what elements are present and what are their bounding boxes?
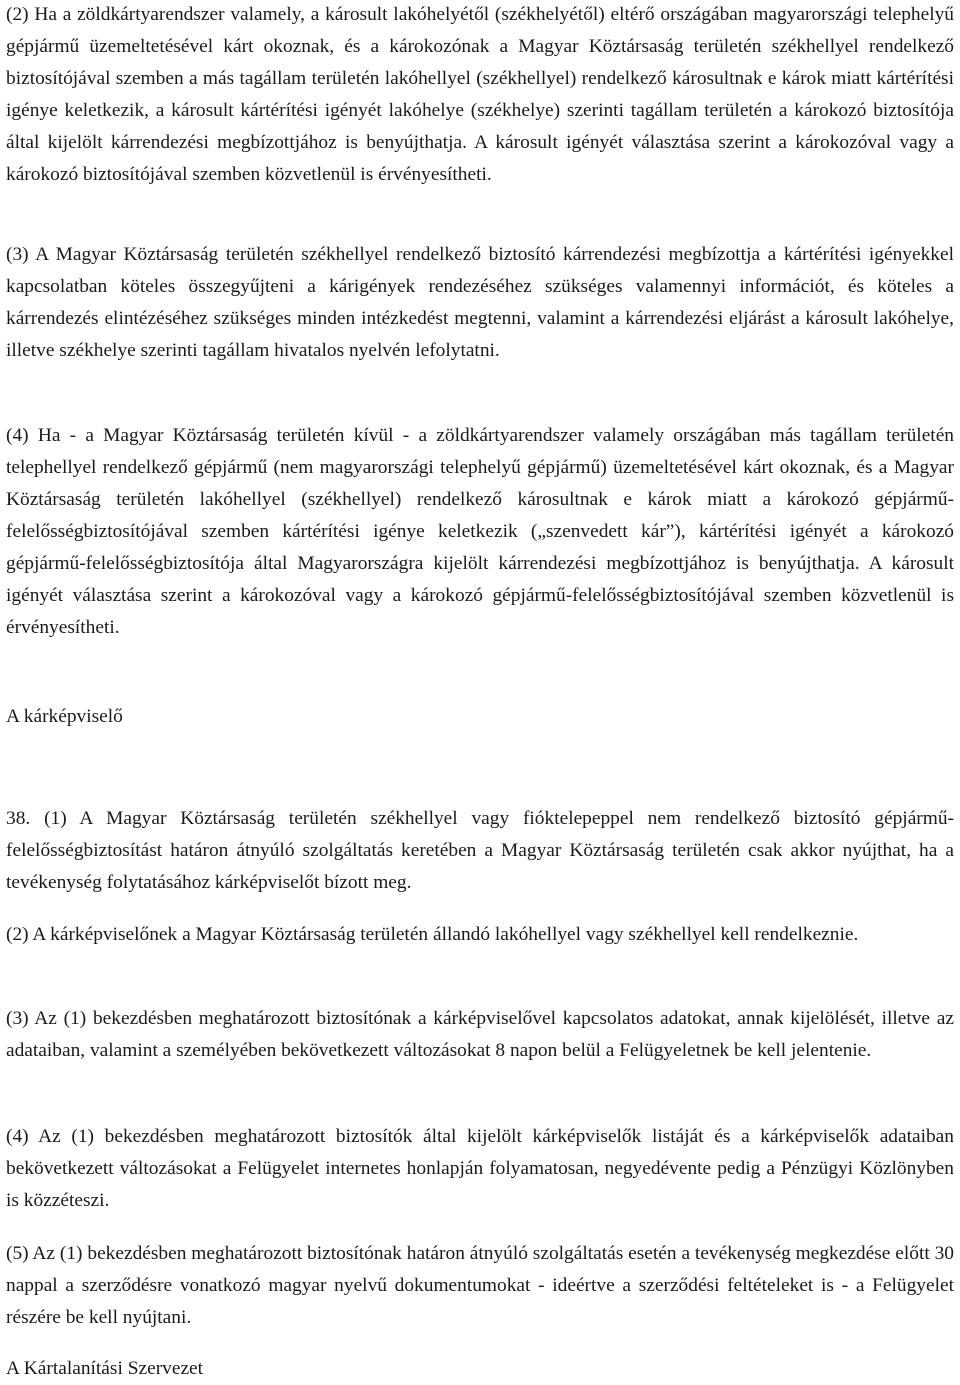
paragraph-text: (2) Ha a zöldkártyarendszer valamely, a károsult lakóhelyétől (székhelyétől) eltérő országában magyarországi telephelyű gépjármű üzemeltetésével kárt okoznak, és a károkozónak a Magyar Köztársaság területén székhellyel rendelkező biztosítójával szemben a más tagállam területén lakóhellyel (székhellyel) rendelkező károsultnak e károk miatt kártérítési igénye keletkezik, a károsult kártérítési igényét lakóhelye (székhelye) szerinti tagállam területén a károkozó biztosítója által kijelölt kárrendezési megbízottjához is benyújthatja. A károsult igényét választása szerint a károkozóval vagy a károkozó biztosítójával szemben közvetlenül is érvényesítheti. (6, 4, 954, 185)
paragraph-text: (4) Az (1) bekezdésben meghatározott biztosítók által kijelölt kárképviselők listáját és a kárképviselők adataiban bekövetkezett változásokat a Felügyelet internetes honlapján folyamatosan, negyedévente pedig a Pénzügyi Közlönyben is közzéteszi. (6, 1126, 954, 1211)
paragraph-text: (5) Az (1) bekezdésben meghatározott biztosítónak határon átnyúló szolgáltatás esetén a tevékenység megkezdése előtt 30 nappal a szerződésre vonatkozó magyar nyelvű dokumentumokat - ideértve a szerződési feltételeket is - a Felügyelet részére be kell nyújtani. (6, 1243, 954, 1328)
paragraph-2 (6, 0, 954, 191)
section-number: 38. (6, 808, 31, 829)
paragraph-text: (3) Az (1) bekezdésben meghatározott biztosítónak a kárképviselővel kapcsolatos adatokat, annak kijelölését, illetve az adataiban, valamint a személyében bekövetkezett változásokat 8 napon belül a Felügyeletnek be kell jelentenie. (6, 1008, 954, 1061)
paragraph-text: (2) A kárképviselőnek a Magyar Köztársaság területén állandó lakóhellyel vagy székhellyel kell rendelkeznie. (6, 924, 859, 945)
section-heading-text: A Kártalanítási Szervezet (6, 1358, 204, 1379)
paragraph-text: (3) A Magyar Köztársaság területén székhellyel rendelkező biztosító kárrendezési megbízottja a kártérítési igényekkel kapcsolatban köteles összegyűjteni a kárigények rendezéséhez szükséges valamennyi információt, és köteles a kárrendezés elintézéséhez szükséges minden intézkedést megtenni, valamint a kárrendezési eljárást a károsult lakóhelye, illetve székhelye szerinti tagállam hivatalos nyelvén lefolytatni. (6, 244, 954, 361)
section-38-paragraph-1 (6, 803, 954, 899)
paragraph-text: (4) Ha - a Magyar Köztársaság területén kívül - a zöldkártyarendszer valamely országában más tagállam területén telephellyel rendelkező gépjármű (nem magyarországi telephelyű gépjármű) üzemeltetésével kárt okoznak, és a Magyar Köztársaság területén lakóhellyel (székhellyel) rendelkező károsultnak e károk miatt a károkozó gépjármű-felelősségbiztosítójával szemben kártérítési igénye keletkezik („szenvedett kár”), kártérítési igényét a károkozó gépjármű-felelősségbiztosítója által Magyarországra kijelölt kárrendezési megbízottjához is benyújthatja. A károsult igényét választása szerint a károkozóval vagy a károkozó gépjármű-felelősségbiztosítójával szemben közvetlenül is érvényesítheti. (6, 425, 954, 638)
section-38-paragraph-4 (6, 1121, 954, 1217)
section-heading-karkepviselo (6, 701, 123, 733)
section-38-paragraph-2 (6, 919, 954, 951)
section-heading-kartalanitasi-szervezet (6, 1353, 203, 1385)
section-38-paragraph-5 (6, 1238, 954, 1334)
paragraph-3 (6, 239, 954, 367)
paragraph-text: (1) A Magyar Köztársaság területén székhellyel vagy fióktelepeppel nem rendelkező biztosító gépjármű-felelősségbiztosítást határon átnyúló szolgáltatás keretében a Magyar Köztársaság területén csak akkor nyújthat, ha a tevékenység folytatásához kárképviselőt bízott meg. (6, 808, 954, 893)
section-38-paragraph-3 (6, 1003, 954, 1067)
paragraph-4 (6, 420, 954, 644)
section-heading-text: A kárképviselő (6, 706, 123, 727)
